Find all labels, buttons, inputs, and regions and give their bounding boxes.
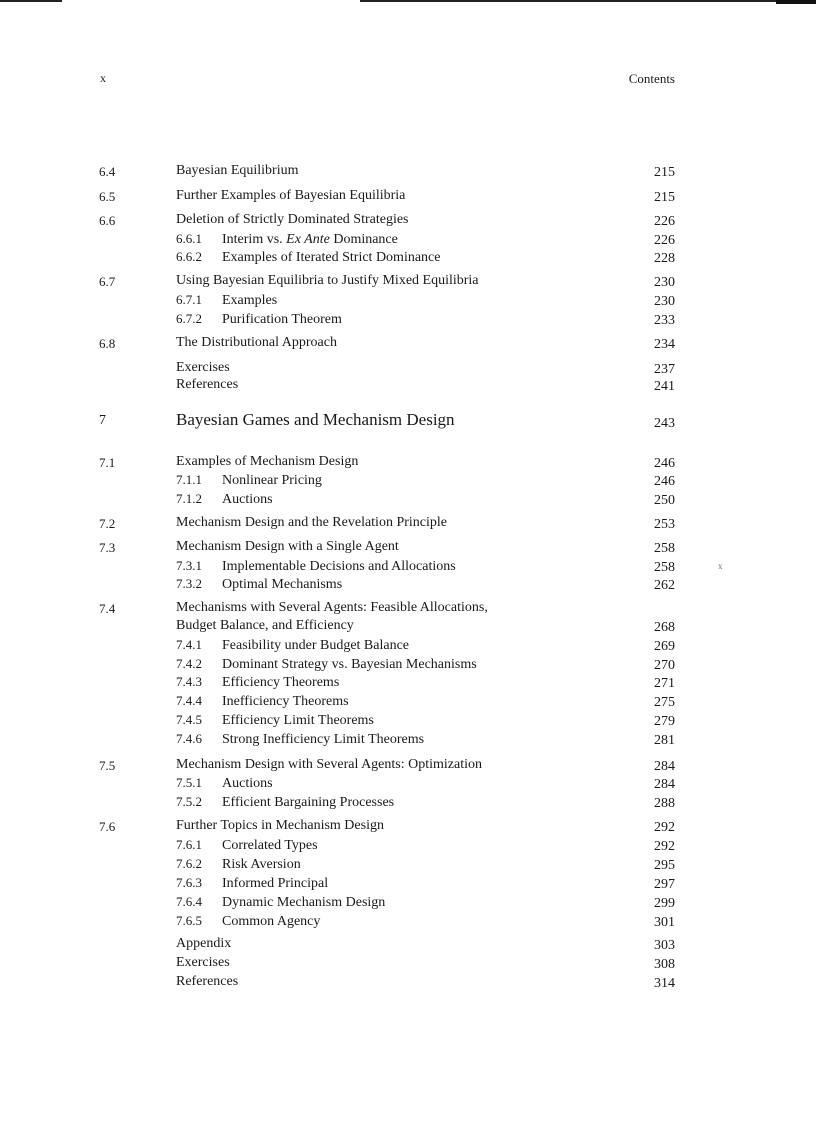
subsection-title: 7.6.2 Risk Aversion (176, 856, 301, 872)
toc-entry-6-7[interactable] (0, 272, 816, 290)
toc-entry-7-1-1[interactable] (0, 471, 816, 489)
toc-entry-chapter-7[interactable] (0, 410, 816, 437)
page-ref: 295 (654, 858, 675, 873)
stray-mark: x (718, 561, 723, 571)
toc-entry-exercises[interactable] (0, 359, 816, 377)
top-rule-left (0, 0, 62, 2)
page-ref: 303 (654, 938, 675, 953)
toc-entry-6-6-2[interactable] (0, 248, 816, 266)
page-ref: 281 (654, 733, 675, 748)
toc-entry-7-6-4[interactable] (0, 893, 816, 911)
section-title: Mechanism Design with a Single Agent (176, 539, 399, 554)
page-ref: 250 (654, 493, 675, 508)
subsection-title: 6.7.2 Purification Theorem (176, 311, 342, 327)
page-ref: 226 (654, 214, 675, 229)
section-title: Using Bayesian Equilibria to Justify Mixed Equilibria (176, 273, 479, 288)
subsection-number: 7.6.1 (176, 837, 202, 852)
section-title: Examples of Mechanism Design (176, 454, 359, 469)
subsection-title: 7.6.4 Dynamic Mechanism Design (176, 894, 386, 910)
subsection-number: 7.4.4 (176, 693, 202, 708)
page-ref: 234 (654, 337, 675, 352)
subsection-number: 7.1.1 (176, 472, 202, 487)
toc-entry-7-1-2[interactable] (0, 490, 816, 508)
page-ref: 284 (654, 759, 675, 774)
toc-entry-6-4[interactable] (0, 162, 816, 180)
section-title: Exercises (176, 360, 230, 375)
subsection-title: 7.5.1 Auctions (176, 775, 273, 791)
toc-entry-7-3-1[interactable] (0, 557, 816, 575)
toc-entry-7-5[interactable] (0, 756, 816, 774)
section-number: 6.7 (99, 274, 116, 289)
section-title: Mechanism Design and the Revelation Principle (176, 515, 447, 530)
subsection-title: 7.4.3 Efficiency Theorems (176, 674, 340, 690)
page-ref: 314 (654, 976, 675, 991)
toc-entry-7-2[interactable] (0, 514, 816, 532)
subsection-title: 7.4.1 Feasibility under Budget Balance (176, 637, 410, 653)
page-ref: 215 (654, 165, 675, 180)
page-number: x (100, 71, 106, 85)
section-number: 6.8 (99, 336, 116, 351)
section-title: The Distributional Approach (176, 335, 337, 350)
subsection-number: 7.4.3 (176, 674, 202, 689)
subsection-title: 7.1.2 Auctions (176, 491, 273, 507)
page-ref: 246 (654, 456, 675, 471)
section-number: 7.1 (99, 455, 116, 470)
page-ref: 233 (654, 313, 675, 328)
section-number: 7.6 (99, 819, 116, 834)
page-ref: 292 (654, 839, 675, 854)
subsection-number: 6.7.1 (176, 292, 202, 307)
section-number: 7.4 (99, 601, 116, 616)
toc-entry-6-5[interactable] (0, 187, 816, 205)
toc-entry-7-4-6[interactable] (0, 730, 816, 748)
section-title: Exercises (176, 955, 230, 970)
page-ref: 230 (654, 275, 675, 290)
section-title: Mechanism Design with Several Agents: Optimization (176, 757, 483, 772)
page-ref: 292 (654, 820, 675, 835)
chapter-title: Bayesian Games and Mechanism Design (176, 410, 455, 429)
section-title: Further Topics in Mechanism Design (176, 818, 384, 833)
page-ref: 258 (654, 541, 675, 556)
toc-entry-references[interactable] (0, 376, 816, 394)
top-rule-right (360, 0, 816, 2)
page-ref: 275 (654, 695, 675, 710)
subsection-number: 6.6.1 (176, 231, 202, 246)
section-title-continued: Budget Balance, and Efficiency (176, 618, 354, 633)
subsection-number: 7.1.2 (176, 491, 202, 506)
toc-entry-exercises[interactable] (0, 954, 816, 972)
page-ref: 253 (654, 517, 675, 532)
page-ref: 299 (654, 896, 675, 911)
section-title: References (176, 974, 239, 989)
page-ref: 262 (654, 578, 675, 593)
toc-entry-7-3[interactable] (0, 538, 816, 556)
section-title: Appendix (176, 936, 232, 951)
page-ref: 279 (654, 714, 675, 729)
subsection-number: 6.7.2 (176, 311, 202, 326)
toc-entry-7-6-3[interactable] (0, 874, 816, 892)
toc-entry-7-3-2[interactable] (0, 575, 816, 593)
subsection-number: 7.6.2 (176, 856, 202, 871)
page-ref: 215 (654, 190, 675, 205)
section-number: 6.6 (99, 213, 116, 228)
subsection-number: 7.6.3 (176, 875, 202, 890)
page-ref: 241 (654, 379, 675, 394)
toc-entry-7-4-5[interactable] (0, 711, 816, 729)
page-ref: 237 (654, 362, 675, 377)
toc-entry-6-8[interactable] (0, 334, 816, 352)
page-ref: 308 (654, 957, 675, 972)
page-ref: 268 (654, 620, 675, 635)
page-ref: 228 (654, 251, 675, 266)
toc-entry-6-7-2[interactable] (0, 310, 816, 328)
page-ref: 301 (654, 915, 675, 930)
subsection-number: 7.3.2 (176, 576, 202, 591)
page-ref: 284 (654, 777, 675, 792)
subsection-number: 7.5.1 (176, 775, 202, 790)
section-title: Bayesian Equilibrium (176, 163, 299, 178)
subsection-title: 7.6.3 Informed Principal (176, 875, 329, 891)
subsection-title: 7.6.5 Common Agency (176, 913, 321, 929)
subsection-number: 7.6.5 (176, 913, 202, 928)
subsection-title: 6.6.1 Interim vs. Ex Ante Dominance (176, 231, 398, 247)
section-number: 7.3 (99, 540, 116, 555)
toc-entry-7-4-cont[interactable] (0, 617, 816, 635)
subsection-title: 7.5.2 Efficient Bargaining Processes (176, 794, 395, 810)
running-head: Contents (628, 71, 675, 86)
section-number: 7.2 (99, 516, 116, 531)
toc-entry-references[interactable] (0, 973, 816, 991)
subsection-number: 7.4.6 (176, 731, 202, 746)
page-ref: 230 (654, 294, 675, 309)
subsection-number: 7.3.1 (176, 558, 202, 573)
toc-entry-7-4-3[interactable] (0, 673, 816, 691)
toc-entry-appendix[interactable] (0, 935, 816, 953)
subsection-number: 7.4.2 (176, 656, 202, 671)
toc-entry-6-7-1[interactable] (0, 291, 816, 309)
subsection-number: 7.4.5 (176, 712, 202, 727)
toc-entry-6-6-1[interactable] (0, 230, 816, 248)
toc-entry-7-6-2[interactable] (0, 855, 816, 873)
subsection-title: 7.3.1 Implementable Decisions and Allocations (176, 558, 456, 574)
page-ref: 246 (654, 474, 675, 489)
page-ref: 258 (654, 560, 675, 575)
toc-entry-6-6[interactable] (0, 211, 816, 229)
subsection-title: 7.1.1 Nonlinear Pricing (176, 472, 322, 488)
subsection-title: 6.7.1 Examples (176, 292, 278, 308)
page-ref: 270 (654, 658, 675, 673)
section-title: Mechanisms with Several Agents: Feasible Allocations, (176, 600, 488, 615)
toc-entry-7-6-1[interactable] (0, 836, 816, 854)
toc-entry-7-1[interactable] (0, 453, 816, 471)
subsection-title: 7.4.5 Efficiency Limit Theorems (176, 712, 374, 728)
subsection-number: 7.4.1 (176, 637, 202, 652)
section-title: References (176, 377, 239, 392)
section-title: Further Examples of Bayesian Equilibria (176, 188, 406, 203)
page-ref: 269 (654, 639, 675, 654)
chapter-number: 7 (99, 413, 106, 428)
toc-entry-7-4[interactable] (0, 599, 816, 617)
toc-entry-7-5-2[interactable] (0, 793, 816, 811)
subsection-title: 7.4.2 Dominant Strategy vs. Bayesian Mechanisms (176, 656, 477, 672)
toc-entry-7-4-2[interactable] (0, 655, 816, 673)
subsection-title: 7.6.1 Correlated Types (176, 837, 318, 853)
toc-entry-7-6[interactable] (0, 817, 816, 835)
page-ref: 297 (654, 877, 675, 892)
page-ref: 243 (654, 416, 675, 431)
subsection-number: 7.5.2 (176, 794, 202, 809)
subsection-title: 7.4.6 Strong Inefficiency Limit Theorems (176, 731, 425, 747)
section-title: Deletion of Strictly Dominated Strategies (176, 212, 409, 227)
subsection-title: 7.4.4 Inefficiency Theorems (176, 693, 349, 709)
toc-entry-7-4-1[interactable] (0, 636, 816, 654)
section-number: 6.5 (99, 189, 116, 204)
page-ref: 271 (654, 676, 675, 691)
subsection-title: 7.3.2 Optimal Mechanisms (176, 576, 343, 592)
toc-entry-7-6-5[interactable] (0, 912, 816, 930)
page-ref: 226 (654, 233, 675, 248)
subsection-title: 6.6.2 Examples of Iterated Strict Dominance (176, 249, 441, 265)
section-number: 7.5 (99, 758, 116, 773)
subsection-number: 7.6.4 (176, 894, 202, 909)
section-number: 6.4 (99, 164, 116, 179)
page-ref: 288 (654, 796, 675, 811)
subsection-number: 6.6.2 (176, 249, 202, 264)
toc-entry-7-4-4[interactable] (0, 692, 816, 710)
toc-entry-7-5-1[interactable] (0, 774, 816, 792)
